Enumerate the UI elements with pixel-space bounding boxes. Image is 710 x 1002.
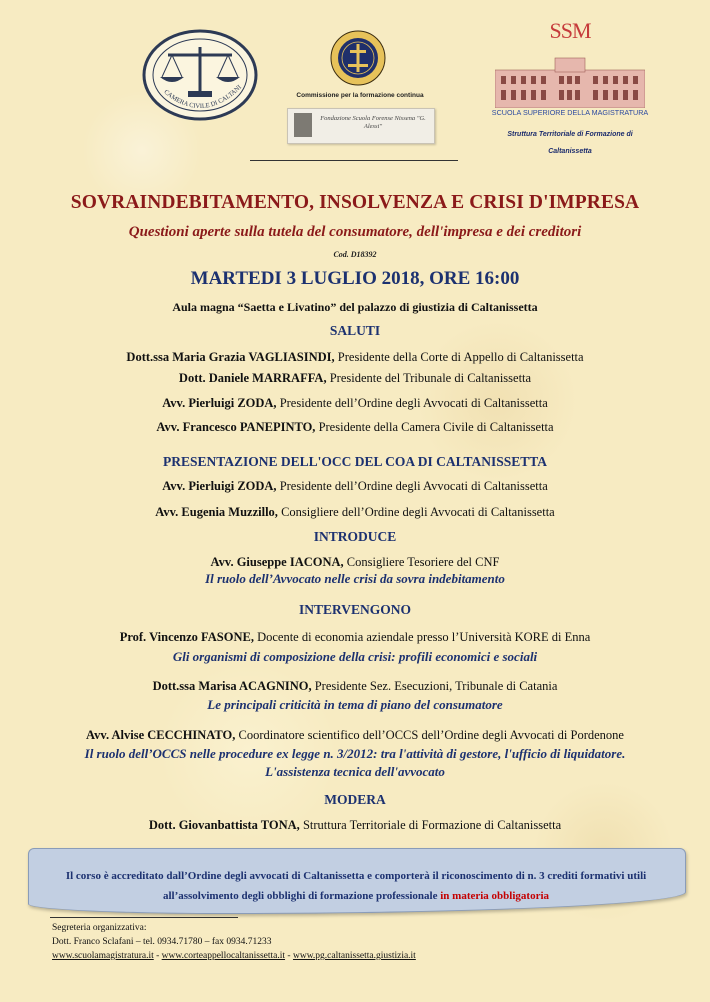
speaker: Avv. Alvise CECCHINATO, Coordinatore scientifico dell’OCCS dell’Ordine degli Avvocati di Pordenone xyxy=(86,728,624,742)
footer-contact: Dott. Franco Sclafani – tel. 0934.71780 – fax 0934.71233 xyxy=(52,937,272,947)
ssm-subtitle-line1: Struttura Territoriale di Formazione di xyxy=(507,131,633,138)
introduce-talk: Il ruolo dell’Avvocato nelle crisi da sovra indebitamento xyxy=(205,571,505,586)
ssm-subtitle-line2: Caltanissetta xyxy=(548,148,592,155)
scales-of-justice-icon xyxy=(140,25,260,125)
modera-heading: MODERA xyxy=(324,792,386,807)
presentazione-item: Avv. Pierluigi ZODA, Presidente dell’Ordine degli Avvocati di Caltanissetta xyxy=(162,479,548,493)
speaker: Prof. Vincenzo FASONE, Docente di economia aziendale presso l’Università KORE di Enna xyxy=(119,630,591,644)
link-corteappello[interactable]: www.corteappellocaltanissetta.it xyxy=(161,951,286,961)
ssm-subtitle xyxy=(490,126,650,160)
ssm-logo xyxy=(490,18,650,158)
fondazione-emblem-icon xyxy=(294,113,312,137)
intervengono-heading: INTERVENGONO xyxy=(298,602,412,617)
mandatory-highlight: in materia obbligatoria xyxy=(440,890,550,902)
ssm-name: SCUOLA SUPERIORE DELLA MAGISTRATURA xyxy=(491,108,649,117)
introduce-heading: INTRODUCE xyxy=(313,529,397,544)
cnf-logo xyxy=(285,30,435,145)
camera-civile-logo xyxy=(140,25,260,125)
presentazione-item: Avv. Eugenia Muzzillo, Consigliere dell’Ordine degli Avvocati di Caltanissetta xyxy=(155,505,555,519)
moderator: Dott. Giovanbattista TONA, Struttura Territoriale di Formazione di Caltanissetta xyxy=(148,818,562,832)
palace-building-icon xyxy=(495,56,645,108)
footer-label: Segreteria organizzativa: xyxy=(52,923,147,933)
link-scuolamagistratura[interactable]: www.scuolamagistratura.it xyxy=(52,951,154,961)
accreditation-line2: all’assolvimento degli obblighi di formazione professionale in materia obbligatoria xyxy=(162,890,550,902)
accreditation-line1: Il corso è accreditato dall’Ordine degli avvocati di Caltanissetta e comporterà il riconoscimento di n. 3 crediti formativi utili xyxy=(65,870,647,882)
fondazione-card xyxy=(287,108,435,144)
saluti-item: Dott. Daniele MARRAFFA, Presidente del Tribunale di Caltanissetta xyxy=(178,371,532,385)
header-divider xyxy=(250,160,458,161)
talk-title: Il ruolo dell’OCCS nelle procedure ex legge n. 3/2012: tra l'attività di gestore, l'ufficio di liquidatore. xyxy=(84,746,626,761)
footer-divider xyxy=(50,917,238,918)
footer-links: www.scuolamagistratura.it - www.corteappellocaltanissetta.it - www.pg.caltanissetta.giustizia.it xyxy=(52,951,416,961)
cnf-seal-icon xyxy=(330,30,386,86)
event-date: MARTEDI 3 LUGLIO 2018, ORE 16:00 xyxy=(190,268,520,289)
talk-title: Le principali criticità in tema di piano del consumatore xyxy=(207,697,503,712)
svg-text:CAMERA CIVILE DI CALTANISSETTA: CAMERA CIVILE DI CALTANI xyxy=(162,83,243,111)
saluti-item: Avv. Francesco PANEPINTO, Presidente della Camera Civile di Caltanissetta xyxy=(156,420,554,434)
talk-title-line2: L'assistenza tecnica dell'avvocato xyxy=(265,764,445,779)
event-venue: Aula magna “Saetta e Livatino” del palazzo di giustizia di Caltanissetta xyxy=(172,300,538,314)
ssm-mark: SSM xyxy=(549,18,591,43)
event-subtitle: Questioni aperte sulla tutela del consumatore, dell'impresa e dei creditori xyxy=(128,224,582,240)
event-title: SOVRAINDEBITAMENTO, INSOLVENZA E CRISI D'IMPRESA xyxy=(70,192,640,213)
accreditation-text xyxy=(36,866,676,906)
presentazione-heading: PRESENTAZIONE DELL'OCC DEL COA DI CALTANISSETTA xyxy=(163,454,547,469)
saluti-item: Avv. Pierluigi ZODA, Presidente dell’Ordine degli Avvocati di Caltanissetta xyxy=(162,396,548,410)
saluti-item: Dott.ssa Maria Grazia VAGLIASINDI, Presidente della Corte di Appello di Caltanissetta xyxy=(126,350,584,364)
introduce-speaker: Avv. Giuseppe IACONA, Consigliere Tesoriere del CNF xyxy=(210,555,500,569)
speaker: Dott.ssa Marisa ACAGNINO, Presidente Sez. Esecuzioni, Tribunale di Catania xyxy=(152,679,558,693)
fondazione-card-text: Fondazione Scuola Forense Nissena "G. Alessi" xyxy=(320,115,426,130)
cnf-caption: Commissione per la formazione continua xyxy=(296,92,424,99)
link-pg-caltanissetta[interactable]: www.pg.caltanissetta.giustizia.it xyxy=(292,951,416,961)
saluti-heading: SALUTI xyxy=(329,323,381,338)
event-code: Cod. D18392 xyxy=(333,250,377,259)
talk-title: Gli organismi di composizione della crisi: profili economici e sociali xyxy=(172,649,538,664)
